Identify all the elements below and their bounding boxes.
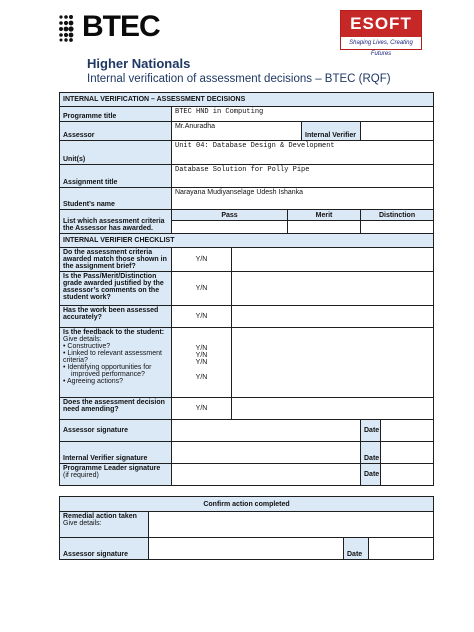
q4-bullet-agreeing: • Agreeing actions?: [63, 378, 124, 385]
checklist-q2: Is the Pass/Merit/Distinction grade awarded justified by the assessor’s comments on the student work?: [60, 272, 172, 306]
assignment-title-label: Assignment title: [60, 165, 172, 188]
q4-yn-4[interactable]: Y/N: [195, 373, 208, 381]
checklist-q3: Has the work been assessed accurately?: [60, 306, 172, 328]
page-subtitle: Internal verification of assessment decisions – BTEC (RQF): [87, 73, 391, 85]
q2-comments[interactable]: [232, 272, 434, 306]
esoft-logo-text: ESOFT: [341, 11, 421, 37]
pl-signature-label: [60, 464, 172, 486]
q1-comments[interactable]: [232, 248, 434, 272]
remedial-action-label: Remedial action taken: [63, 513, 137, 520]
criteria-label: List which assessment criteria the Assessor has awarded.: [60, 210, 172, 234]
assessor-signature-field[interactable]: [172, 420, 361, 442]
pl-signature-field[interactable]: [172, 464, 361, 486]
assessor-date-field[interactable]: [381, 420, 434, 442]
pl-signature-label-text: Programme Leader signature: [63, 465, 161, 472]
internal-verifier-value[interactable]: [361, 122, 434, 141]
programme-title-value[interactable]: BTEC HND in Computing: [172, 107, 434, 122]
q1-yn[interactable]: Y/N: [172, 248, 232, 272]
q3-yn[interactable]: Y/N: [172, 306, 232, 328]
internal-verifier-label: Internal Verifier: [302, 122, 361, 141]
assessor-label: Assessor: [60, 122, 172, 141]
confirm-assessor-signature-label: Assessor signature: [60, 538, 149, 560]
btec-dots-icon: [58, 14, 84, 42]
assessor-date-label: Date: [361, 420, 381, 442]
q3-comments[interactable]: [232, 306, 434, 328]
q2-yn[interactable]: Y/N: [172, 272, 232, 306]
iv-date-label: Date: [361, 442, 381, 464]
btec-logo: [58, 10, 168, 46]
pl-date-label: Date: [361, 464, 381, 486]
iv-signature-field[interactable]: [172, 442, 361, 464]
merit-criteria-field[interactable]: [288, 221, 361, 234]
distinction-criteria-field[interactable]: [361, 221, 434, 234]
remedial-action-field[interactable]: [149, 512, 434, 538]
student-name-value[interactable]: Narayana Mudiyanselage Udesh Ishanka: [172, 188, 434, 210]
remedial-give-details: Give details:: [63, 520, 102, 527]
q4-bullet-opportunities-cont: improved performance?: [71, 371, 145, 378]
checklist-q5: Does the assessment decision need amending?: [60, 398, 172, 420]
q4-bullet-constructive: • Constructive?: [63, 343, 111, 350]
esoft-tagline: Shaping Lives, Creating Futures: [341, 38, 421, 49]
remedial-action-label-cell: [60, 512, 149, 538]
checklist-q4: [60, 328, 172, 398]
q4-bullet-opportunities: • Identifying opportunities for: [63, 364, 152, 371]
programme-title-label: Programme title: [60, 107, 172, 122]
q4-comments[interactable]: [232, 328, 434, 398]
btec-logo-text: BTEC: [82, 10, 160, 43]
esoft-logo: [340, 10, 422, 57]
confirm-action-table: [59, 496, 434, 560]
q4-yn-2[interactable]: Y/N: [195, 351, 208, 359]
units-value[interactable]: Unit 04: Database Design & Development: [172, 141, 434, 165]
assignment-title-value[interactable]: Database Solution for Polly Pipe: [172, 165, 434, 188]
confirm-date-field[interactable]: [369, 538, 434, 560]
q4-yn-1[interactable]: Y/N: [195, 344, 208, 352]
q4-yn-group: [172, 328, 232, 398]
pl-if-required: (if required): [63, 472, 99, 479]
q5-comments[interactable]: [232, 398, 434, 420]
confirm-date-label: Date: [344, 538, 369, 560]
confirm-assessor-signature-field[interactable]: [149, 538, 344, 560]
q5-yn[interactable]: Y/N: [172, 398, 232, 420]
pass-criteria-field[interactable]: [172, 221, 288, 234]
distinction-header: Distinction: [361, 210, 434, 221]
iv-section-title: INTERNAL VERIFICATION – ASSESSMENT DECISIONS: [60, 93, 434, 107]
q4-title: Is the feedback to the student:: [63, 329, 165, 336]
student-name-label: Student’s name: [60, 188, 172, 210]
checklist-q1: Do the assessment criteria awarded match those shown in the assignment brief?: [60, 248, 172, 272]
iv-form-table: [59, 92, 434, 486]
pl-date-field[interactable]: [381, 464, 434, 486]
iv-date-field[interactable]: [381, 442, 434, 464]
confirm-section-title: Confirm action completed: [60, 497, 434, 512]
assessor-value[interactable]: Mr.Anuradha: [172, 122, 302, 141]
q4-give-details: Give details:: [63, 336, 102, 343]
checklist-section-title: INTERNAL VERIFIER CHECKLIST: [60, 234, 434, 248]
assessor-signature-label: Assessor signature: [60, 420, 172, 442]
iv-signature-label: Internal Verifier signature: [60, 442, 172, 464]
merit-header: Merit: [288, 210, 361, 221]
q4-yn-3[interactable]: Y/N: [195, 358, 208, 366]
page-title: Higher Nationals: [87, 56, 191, 71]
units-label: Unit(s): [60, 141, 172, 165]
q4-bullet-linked: • Linked to relevant assessment criteria?: [63, 350, 162, 364]
pass-header: Pass: [172, 210, 288, 221]
